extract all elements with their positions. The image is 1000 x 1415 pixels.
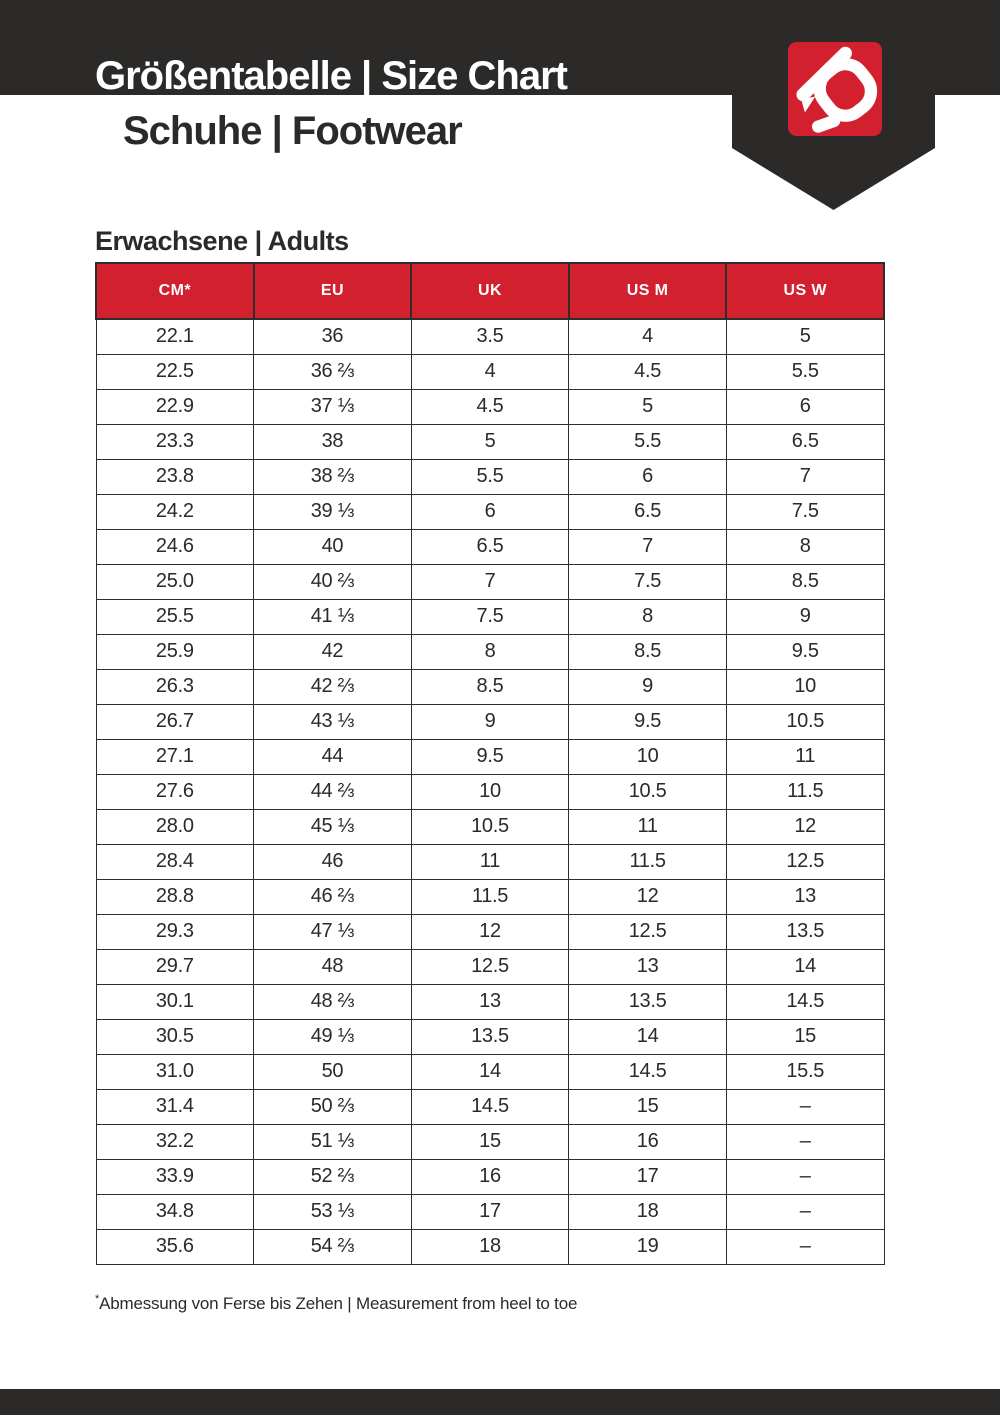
table-cell: 28.8	[96, 879, 254, 914]
table-cell: 34.8	[96, 1194, 254, 1229]
table-row	[96, 459, 884, 494]
table-cell: 8.5	[726, 564, 884, 599]
table-cell: 7.5	[569, 564, 727, 599]
table-cell: 49 ⅓	[254, 1019, 412, 1054]
column-header: UK	[411, 263, 569, 319]
footnote	[95, 1294, 577, 1314]
table-row	[96, 914, 884, 949]
table-cell: 7.5	[411, 599, 569, 634]
table-cell: 47 ⅓	[254, 914, 412, 949]
table-cell: 8	[569, 599, 727, 634]
table-cell: 38	[254, 424, 412, 459]
table-cell: 5	[569, 389, 727, 424]
table-cell: 9.5	[411, 739, 569, 774]
table-cell: 4	[569, 319, 727, 354]
table-cell: 7	[726, 459, 884, 494]
column-header: US M	[569, 263, 727, 319]
table-cell: –	[726, 1229, 884, 1264]
table-cell: 17	[569, 1159, 727, 1194]
table-cell: 12.5	[726, 844, 884, 879]
table-cell: –	[726, 1124, 884, 1159]
table-cell: 12.5	[569, 914, 727, 949]
table-row	[96, 319, 884, 354]
table-cell: 3.5	[411, 319, 569, 354]
header-row	[96, 263, 884, 319]
table-cell: 36 ⅔	[254, 354, 412, 389]
column-header: EU	[254, 263, 412, 319]
table-cell: 25.0	[96, 564, 254, 599]
table-row	[96, 1019, 884, 1054]
table-cell: 50	[254, 1054, 412, 1089]
table-cell: 5.5	[569, 424, 727, 459]
table-cell: 46	[254, 844, 412, 879]
page-subtitle: Schuhe | Footwear	[123, 109, 462, 153]
table-cell: 29.7	[96, 949, 254, 984]
table-cell: 10.5	[726, 704, 884, 739]
table-cell: 10.5	[569, 774, 727, 809]
table-cell: 7	[411, 564, 569, 599]
size-table	[95, 262, 885, 1265]
table-row	[96, 564, 884, 599]
table-row	[96, 984, 884, 1019]
table-cell: 15.5	[726, 1054, 884, 1089]
table-cell: 11.5	[726, 774, 884, 809]
table-cell: 6.5	[569, 494, 727, 529]
table-cell: 22.1	[96, 319, 254, 354]
table-cell: 8.5	[569, 634, 727, 669]
table-cell: 15	[411, 1124, 569, 1159]
table-row	[96, 494, 884, 529]
table-cell: 48 ⅔	[254, 984, 412, 1019]
table-cell: 24.2	[96, 494, 254, 529]
table-cell: 27.6	[96, 774, 254, 809]
table-row	[96, 599, 884, 634]
table-cell: 12	[411, 914, 569, 949]
table-cell: 4	[411, 354, 569, 389]
table-cell: 9	[726, 599, 884, 634]
table-cell: 40	[254, 529, 412, 564]
table-cell: 42	[254, 634, 412, 669]
table-cell: 42 ⅔	[254, 669, 412, 704]
table-cell: 9.5	[569, 704, 727, 739]
table-cell: 14.5	[569, 1054, 727, 1089]
table-row	[96, 1194, 884, 1229]
table-cell: 11	[726, 739, 884, 774]
table-cell: 22.5	[96, 354, 254, 389]
table-row	[96, 739, 884, 774]
table-cell: 10	[569, 739, 727, 774]
table-cell: 14	[411, 1054, 569, 1089]
table-cell: 5.5	[726, 354, 884, 389]
table-cell: 6.5	[411, 529, 569, 564]
table-cell: 10	[726, 669, 884, 704]
table-cell: 5	[726, 319, 884, 354]
table-cell: 45 ⅓	[254, 809, 412, 844]
table-cell: 6	[411, 494, 569, 529]
table-cell: 23.8	[96, 459, 254, 494]
table-cell: 51 ⅓	[254, 1124, 412, 1159]
table-cell: 23.3	[96, 424, 254, 459]
table-row	[96, 1159, 884, 1194]
table-row	[96, 669, 884, 704]
footer-band	[0, 1389, 1000, 1415]
column-header: CM*	[96, 263, 254, 319]
five-ten-logo-icon	[787, 42, 883, 136]
table-cell: 14	[569, 1019, 727, 1054]
table-cell: 44 ⅔	[254, 774, 412, 809]
table-cell: 41 ⅓	[254, 599, 412, 634]
table-cell: 14.5	[411, 1089, 569, 1124]
table-cell: 30.1	[96, 984, 254, 1019]
table-cell: 8	[411, 634, 569, 669]
table-row	[96, 879, 884, 914]
table-cell: 16	[569, 1124, 727, 1159]
table-row	[96, 844, 884, 879]
table-row	[96, 354, 884, 389]
table-row	[96, 424, 884, 459]
table-cell: 13	[726, 879, 884, 914]
table-cell: 18	[411, 1229, 569, 1264]
column-header: US W	[726, 263, 884, 319]
section-title: Erwachsene | Adults	[95, 226, 349, 256]
table-cell: 33.9	[96, 1159, 254, 1194]
table-cell: 6	[569, 459, 727, 494]
table-cell: 50 ⅔	[254, 1089, 412, 1124]
table-cell: 7.5	[726, 494, 884, 529]
table-cell: 10	[411, 774, 569, 809]
table-cell: 5	[411, 424, 569, 459]
table-cell: 26.7	[96, 704, 254, 739]
table-cell: 28.0	[96, 809, 254, 844]
table-cell: 13.5	[411, 1019, 569, 1054]
table-cell: 16	[411, 1159, 569, 1194]
table-cell: 25.9	[96, 634, 254, 669]
table-row	[96, 949, 884, 984]
table-cell: 4.5	[569, 354, 727, 389]
table-cell: –	[726, 1159, 884, 1194]
size-table-body	[96, 319, 884, 1264]
table-cell: 27.1	[96, 739, 254, 774]
table-cell: 11.5	[411, 879, 569, 914]
table-cell: 9	[411, 704, 569, 739]
table-row	[96, 1054, 884, 1089]
table-row	[96, 774, 884, 809]
table-cell: 26.3	[96, 669, 254, 704]
table-cell: 29.3	[96, 914, 254, 949]
table-cell: 9	[569, 669, 727, 704]
table-cell: 13	[569, 949, 727, 984]
table-cell: 15	[726, 1019, 884, 1054]
table-cell: 7	[569, 529, 727, 564]
table-row	[96, 1124, 884, 1159]
table-cell: –	[726, 1194, 884, 1229]
table-cell: 31.0	[96, 1054, 254, 1089]
table-cell: 31.4	[96, 1089, 254, 1124]
table-cell: 53 ⅓	[254, 1194, 412, 1229]
table-cell: 11.5	[569, 844, 727, 879]
table-cell: 44	[254, 739, 412, 774]
table-cell: 48	[254, 949, 412, 984]
table-cell: 5.5	[411, 459, 569, 494]
table-cell: –	[726, 1089, 884, 1124]
table-row	[96, 529, 884, 564]
table-cell: 24.6	[96, 529, 254, 564]
table-row	[96, 634, 884, 669]
table-cell: 8	[726, 529, 884, 564]
table-cell: 13	[411, 984, 569, 1019]
table-cell: 14	[726, 949, 884, 984]
table-cell: 4.5	[411, 389, 569, 424]
table-row	[96, 1089, 884, 1124]
table-cell: 40 ⅔	[254, 564, 412, 599]
table-row	[96, 704, 884, 739]
table-cell: 6.5	[726, 424, 884, 459]
table-cell: 39 ⅓	[254, 494, 412, 529]
table-cell: 12.5	[411, 949, 569, 984]
table-cell: 14.5	[726, 984, 884, 1019]
table-cell: 15	[569, 1089, 727, 1124]
table-cell: 10.5	[411, 809, 569, 844]
table-cell: 12	[726, 809, 884, 844]
table-cell: 9.5	[726, 634, 884, 669]
table-cell: 13.5	[726, 914, 884, 949]
table-cell: 36	[254, 319, 412, 354]
size-table-head	[96, 263, 884, 319]
table-cell: 17	[411, 1194, 569, 1229]
table-cell: 43 ⅓	[254, 704, 412, 739]
table-cell: 6	[726, 389, 884, 424]
table-cell: 13.5	[569, 984, 727, 1019]
table-cell: 19	[569, 1229, 727, 1264]
table-cell: 22.9	[96, 389, 254, 424]
table-cell: 18	[569, 1194, 727, 1229]
table-cell: 38 ⅔	[254, 459, 412, 494]
table-cell: 12	[569, 879, 727, 914]
page-title: Größentabelle | Size Chart	[95, 54, 567, 98]
table-cell: 25.5	[96, 599, 254, 634]
table-cell: 30.5	[96, 1019, 254, 1054]
footnote-text: Abmessung von Ferse bis Zehen | Measurement from heel to toe	[99, 1294, 578, 1313]
table-row	[96, 1229, 884, 1264]
table-cell: 11	[411, 844, 569, 879]
table-cell: 8.5	[411, 669, 569, 704]
footnote-marker: *	[95, 1293, 100, 1305]
table-row	[96, 389, 884, 424]
table-row	[96, 809, 884, 844]
table-cell: 35.6	[96, 1229, 254, 1264]
table-cell: 54 ⅔	[254, 1229, 412, 1264]
table-cell: 52 ⅔	[254, 1159, 412, 1194]
table-cell: 37 ⅓	[254, 389, 412, 424]
table-cell: 32.2	[96, 1124, 254, 1159]
table-cell: 46 ⅔	[254, 879, 412, 914]
table-cell: 11	[569, 809, 727, 844]
table-cell: 28.4	[96, 844, 254, 879]
